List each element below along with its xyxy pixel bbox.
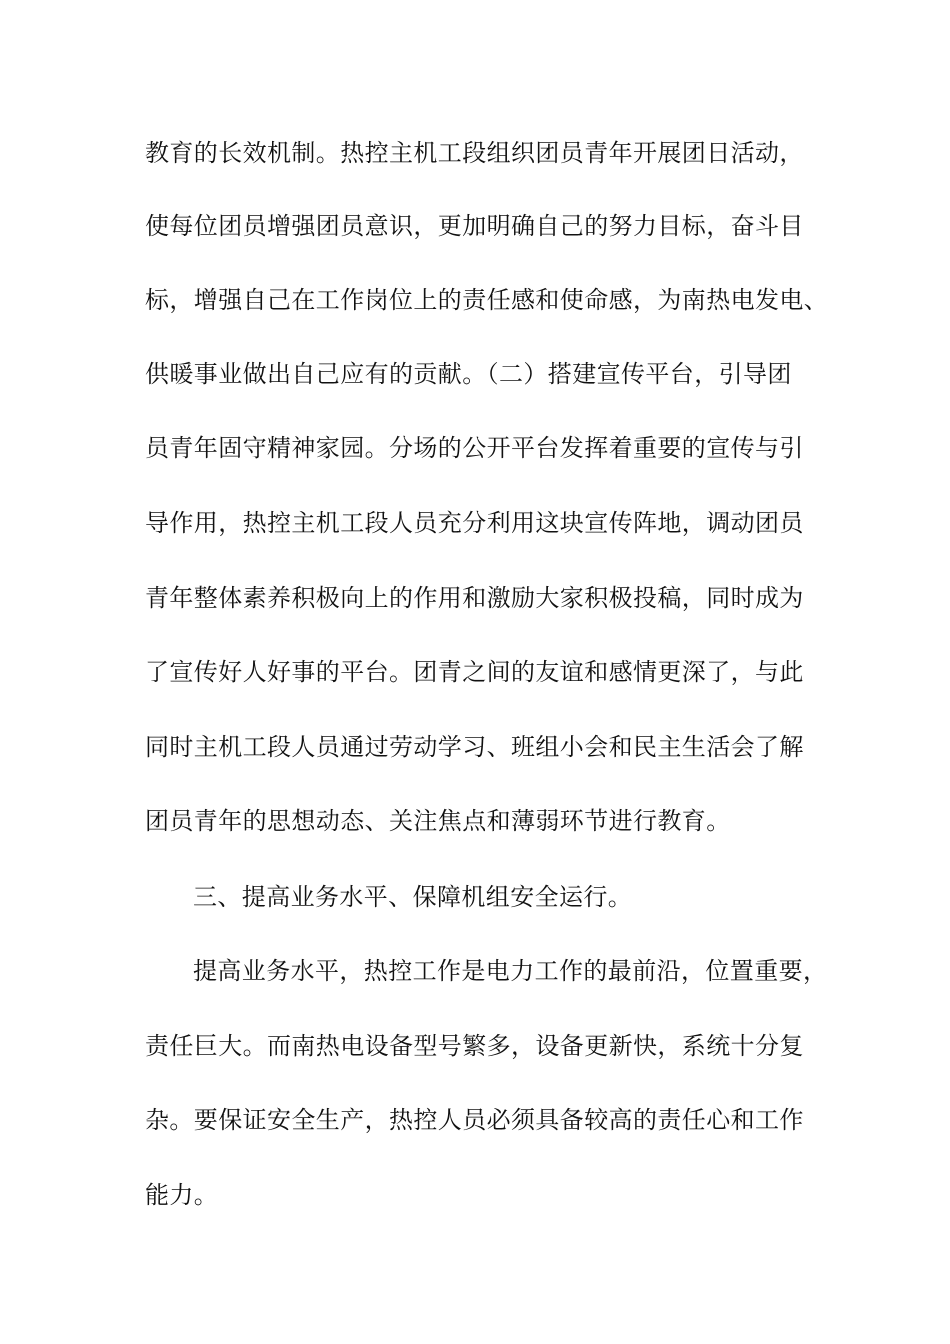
section-heading: 三、提高业务水平、保障机组安全运行。 [193, 883, 633, 911]
body-text-line: 提高业务水平，热控工作是电力工作的最前沿，位置重要， [193, 957, 828, 985]
body-text-line: 团员青年的思想动态、关注焦点和薄弱环节进行教育。 [145, 807, 731, 835]
body-text-line: 青年整体素养积极向上的作用和激励大家积极投稿，同时成为 [145, 584, 804, 612]
body-text-line: 使每位团员增强团员意识，更加明确自己的努力目标，奋斗目 [145, 212, 804, 240]
body-text-line: 了宣传好人好事的平台。团青之间的友谊和感情更深了，与此 [145, 658, 804, 686]
body-text-line: 同时主机工段人员通过劳动学习、班组小会和民主生活会了解 [145, 733, 804, 761]
body-text-line: 标，增强自己在工作岗位上的责任感和使命感，为南热电发电、 [145, 286, 829, 314]
body-text-line: 导作用，热控主机工段人员充分利用这块宣传阵地，调动团员 [145, 509, 804, 537]
body-text-line: 杂。要保证安全生产，热控人员必须具备较高的责任心和工作 [145, 1106, 804, 1134]
body-text-line: 责任巨大。而南热电设备型号繁多，设备更新快，系统十分复 [145, 1032, 804, 1060]
body-text-line: 供暖事业做出自己应有的贡献。（二）搭建宣传平台，引导团 [145, 360, 792, 388]
body-text-line: 员青年固守精神家园。分场的公开平台发挥着重要的宣传与引 [145, 434, 804, 462]
body-text-line: 能力。 [145, 1181, 219, 1209]
body-text-line: 教育的长效机制。热控主机工段组织团员青年开展团日活动， [145, 139, 804, 167]
